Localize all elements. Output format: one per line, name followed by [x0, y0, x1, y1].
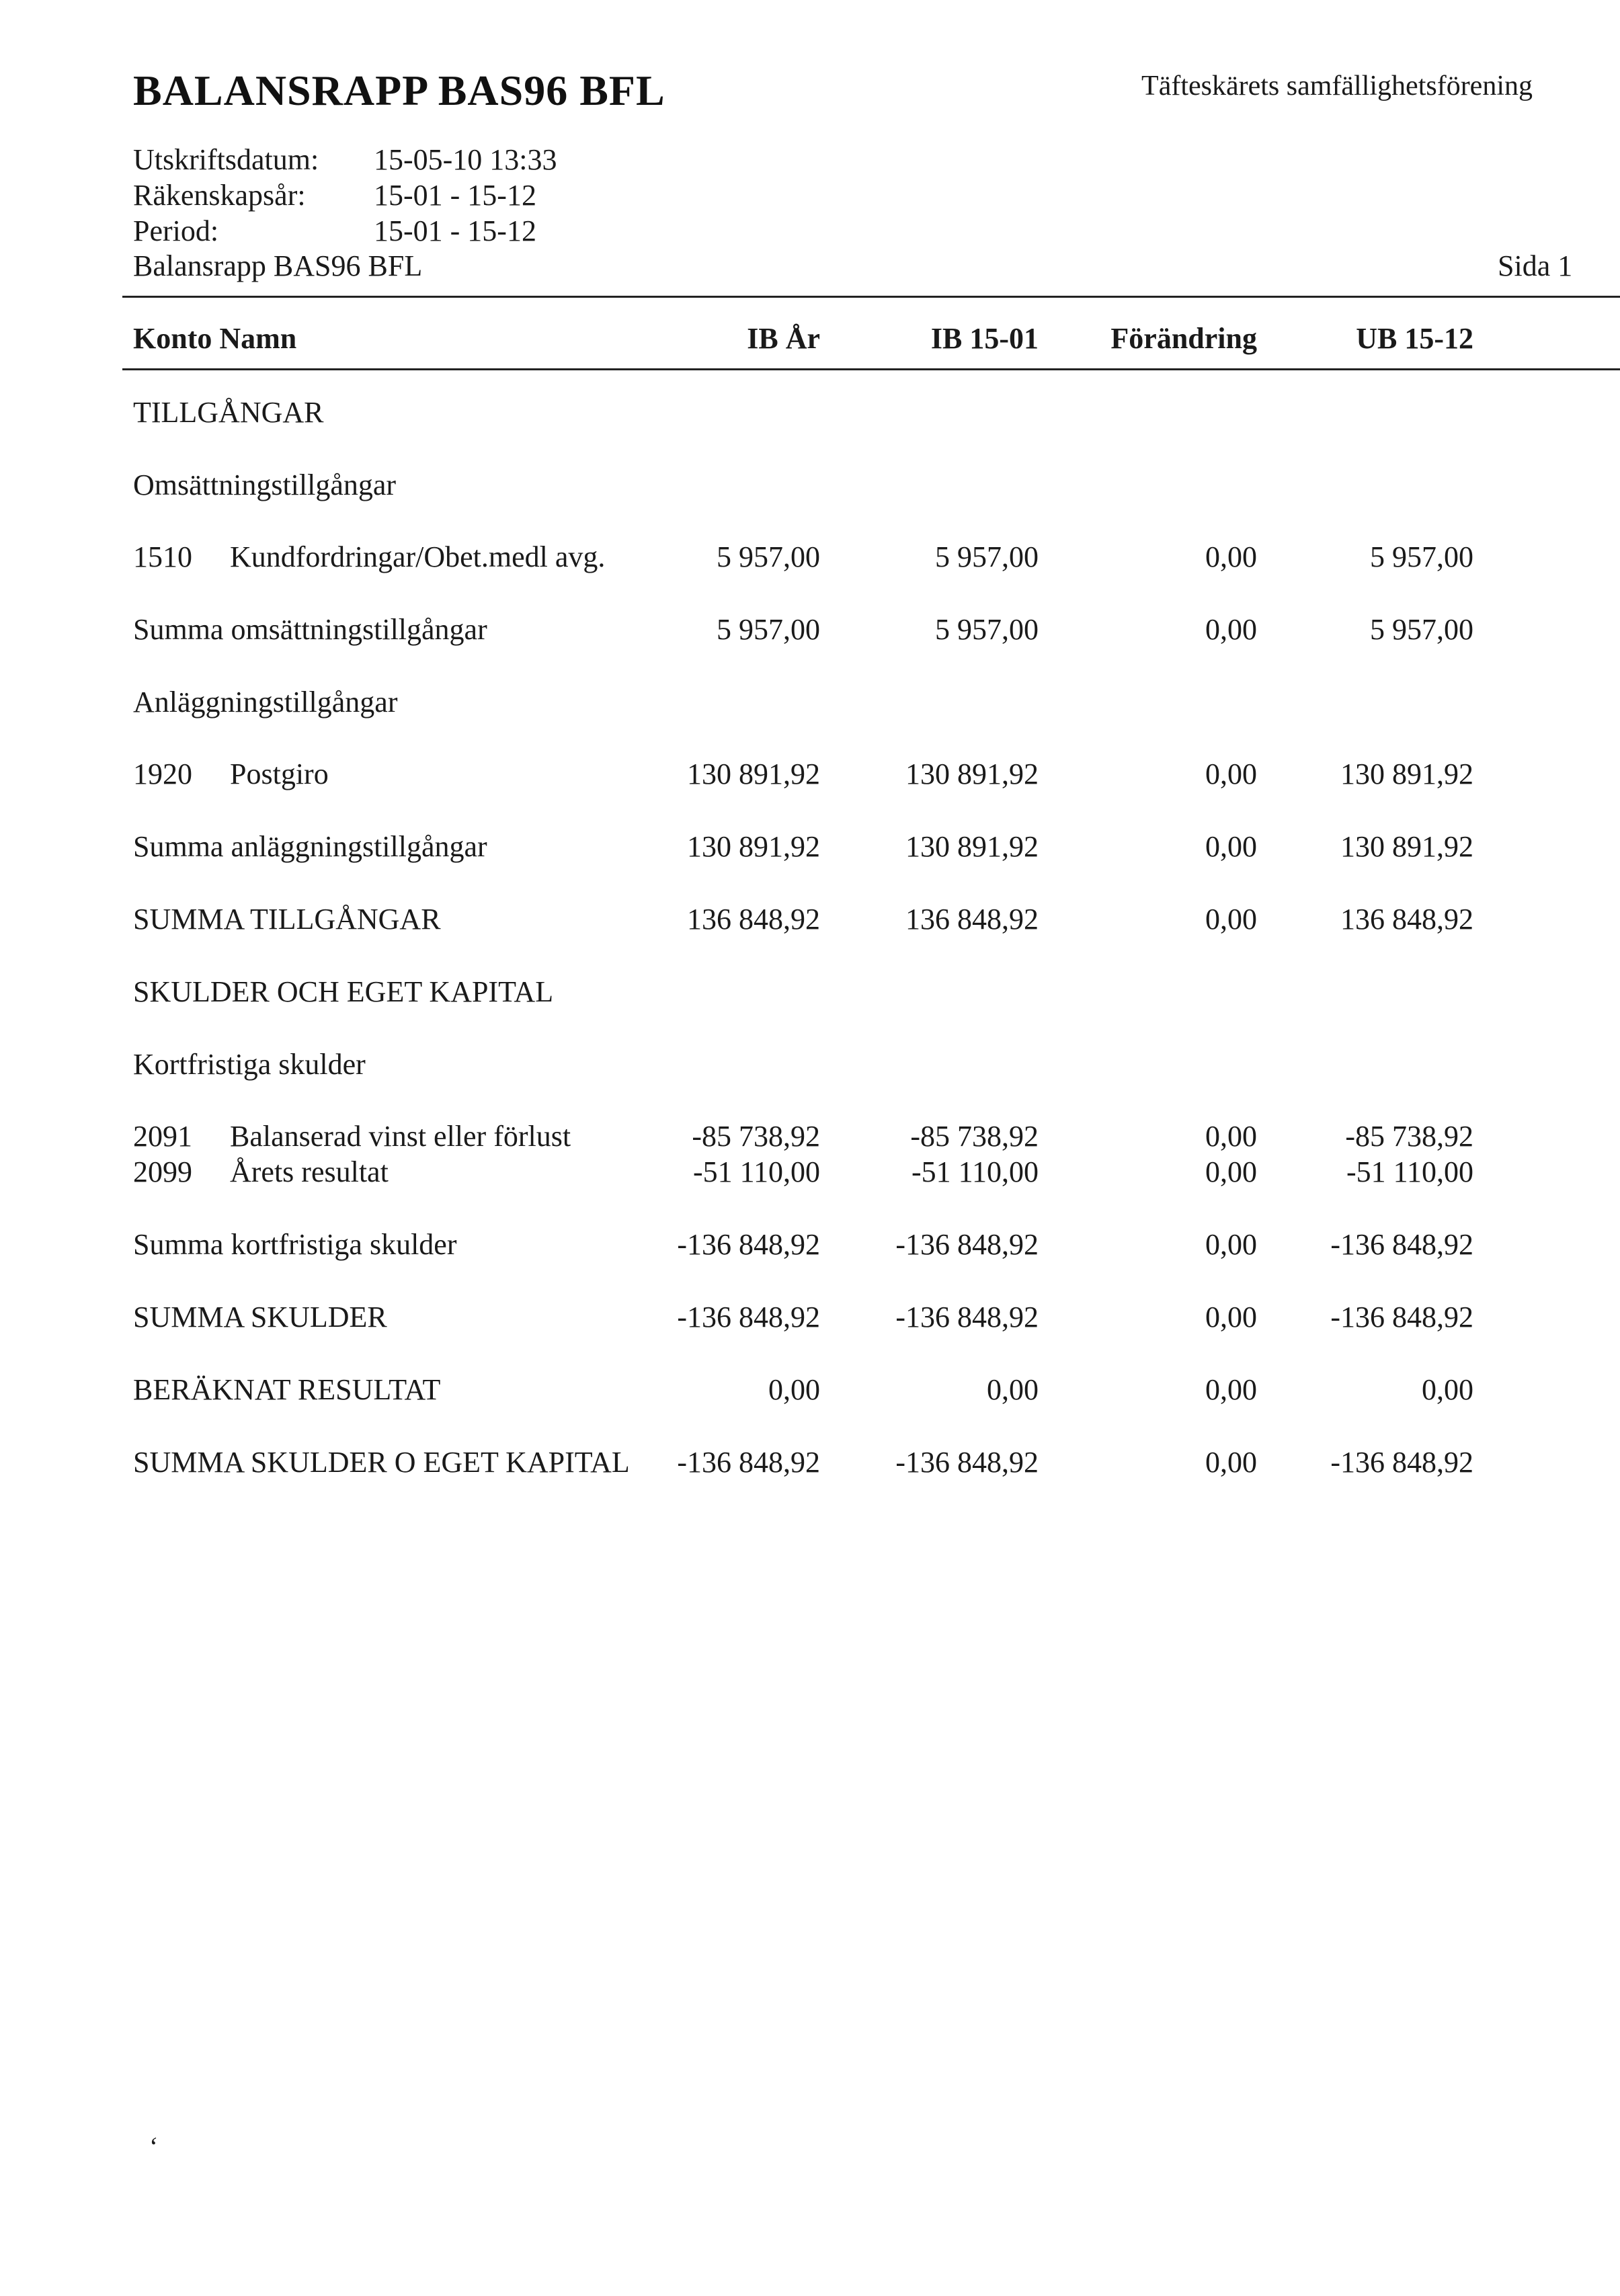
value-ib-period: 136 848,92: [905, 903, 1039, 936]
account-name: Kundfordringar/Obet.medl avg.: [230, 540, 606, 573]
value-change: 0,00: [1205, 540, 1257, 573]
print-date-label: Utskriftsdatum:: [133, 143, 319, 176]
grand-total-label: SUMMA SKULDER O EGET KAPITAL: [133, 1446, 630, 1479]
report-name: Balansrapp BAS96 BFL: [133, 249, 423, 282]
value-ub-period: -136 848,92: [1330, 1228, 1473, 1261]
organization-name: Täfteskärets samfällighetsförening: [1141, 71, 1533, 101]
value-ib-year: -136 848,92: [677, 1228, 820, 1261]
account-number: 1920: [133, 757, 192, 790]
account-number: 2091: [133, 1120, 192, 1153]
value-ib-period: -136 848,92: [895, 1301, 1039, 1334]
value-ib-period: 0,00: [987, 1373, 1039, 1406]
value-ib-year: -85 738,92: [692, 1120, 820, 1153]
value-ub-period: -136 848,92: [1330, 1446, 1473, 1479]
stray-mark: ʻ: [148, 2131, 157, 2162]
value-ib-period: -136 848,92: [895, 1446, 1039, 1479]
group-heading-current-assets: Omsättningstillgångar: [133, 468, 397, 501]
value-ib-year: -136 848,92: [677, 1446, 820, 1479]
value-change: 0,00: [1205, 1301, 1257, 1334]
value-ib-year: 5 957,00: [717, 540, 820, 573]
print-date-value: 15-05-10 13:33: [374, 143, 557, 176]
value-ib-period: -51 110,00: [911, 1155, 1039, 1188]
subtotal-label: Summa anläggningstillgångar: [133, 830, 487, 863]
subtotal-label: Summa kortfristiga skulder: [133, 1228, 457, 1261]
value-ub-period: 5 957,00: [1370, 613, 1473, 646]
value-ib-year: -51 110,00: [692, 1155, 820, 1188]
account-name: Årets resultat: [230, 1155, 389, 1188]
total-label: SUMMA SKULDER: [133, 1301, 387, 1334]
header-bottom-rule: [122, 368, 1620, 370]
group-heading-fixed-assets: Anläggningstillgångar: [133, 686, 398, 719]
value-ib-year: 130 891,92: [687, 757, 820, 790]
value-change: 0,00: [1205, 830, 1257, 863]
value-ib-year: -136 848,92: [677, 1301, 820, 1334]
value-ib-period: 5 957,00: [935, 613, 1039, 646]
value-change: 0,00: [1205, 757, 1257, 790]
value-ub-period: 5 957,00: [1370, 540, 1473, 573]
value-ib-period: -85 738,92: [910, 1120, 1039, 1153]
value-ib-period: 130 891,92: [905, 830, 1039, 863]
value-ub-period: 130 891,92: [1340, 830, 1473, 863]
value-ib-period: -136 848,92: [895, 1228, 1039, 1261]
value-ib-year: 0,00: [768, 1373, 820, 1406]
column-header-account: Konto Namn: [133, 322, 297, 355]
value-ub-period: 0,00: [1422, 1373, 1473, 1406]
column-header-change: Förändring: [1110, 322, 1257, 355]
value-change: 0,00: [1205, 1228, 1257, 1261]
fiscal-year-value: 15-01 - 15-12: [374, 179, 536, 212]
value-ub-period: 136 848,92: [1340, 903, 1473, 936]
value-change: 0,00: [1205, 1446, 1257, 1479]
account-name: Postgiro: [230, 757, 329, 790]
column-header-ib-year: IB År: [747, 322, 820, 355]
value-ib-year: 130 891,92: [687, 830, 820, 863]
value-ub-period: 130 891,92: [1340, 757, 1473, 790]
total-label: SUMMA TILLGÅNGAR: [133, 903, 441, 936]
value-ib-period: 130 891,92: [905, 757, 1039, 790]
header-top-rule: [122, 296, 1620, 298]
account-number: 2099: [133, 1155, 192, 1188]
column-header-ib-period: IB 15-01: [930, 322, 1039, 355]
value-ub-period: -51 110,00: [1346, 1155, 1473, 1188]
period-label: Period:: [133, 214, 219, 247]
group-heading-current-liabilities: Kortfristiga skulder: [133, 1048, 366, 1081]
account-name: Balanserad vinst eller förlust: [230, 1120, 571, 1153]
value-ib-year: 5 957,00: [717, 613, 820, 646]
value-change: 0,00: [1205, 1373, 1257, 1406]
value-change: 0,00: [1205, 1155, 1257, 1188]
value-ub-period: -136 848,92: [1330, 1301, 1473, 1334]
page-number: Sida 1: [1498, 249, 1573, 282]
document-title: BALANSRAPP BAS96 BFL: [133, 67, 665, 114]
column-header-ub-period: UB 15-12: [1356, 322, 1473, 355]
period-value: 15-01 - 15-12: [374, 214, 536, 247]
fiscal-year-label: Räkenskapsår:: [133, 179, 306, 212]
account-number: 1510: [133, 540, 192, 573]
calculated-result-label: BERÄKNAT RESULTAT: [133, 1373, 441, 1406]
section-heading-assets: TILLGÅNGAR: [133, 396, 324, 429]
subtotal-label: Summa omsättningstillgångar: [133, 613, 487, 646]
value-ub-period: -85 738,92: [1345, 1120, 1473, 1153]
section-heading-liabilities-equity: SKULDER OCH EGET KAPITAL: [133, 975, 554, 1008]
value-change: 0,00: [1205, 1120, 1257, 1153]
value-change: 0,00: [1205, 613, 1257, 646]
value-ib-year: 136 848,92: [687, 903, 820, 936]
value-ib-period: 5 957,00: [935, 540, 1039, 573]
value-change: 0,00: [1205, 903, 1257, 936]
